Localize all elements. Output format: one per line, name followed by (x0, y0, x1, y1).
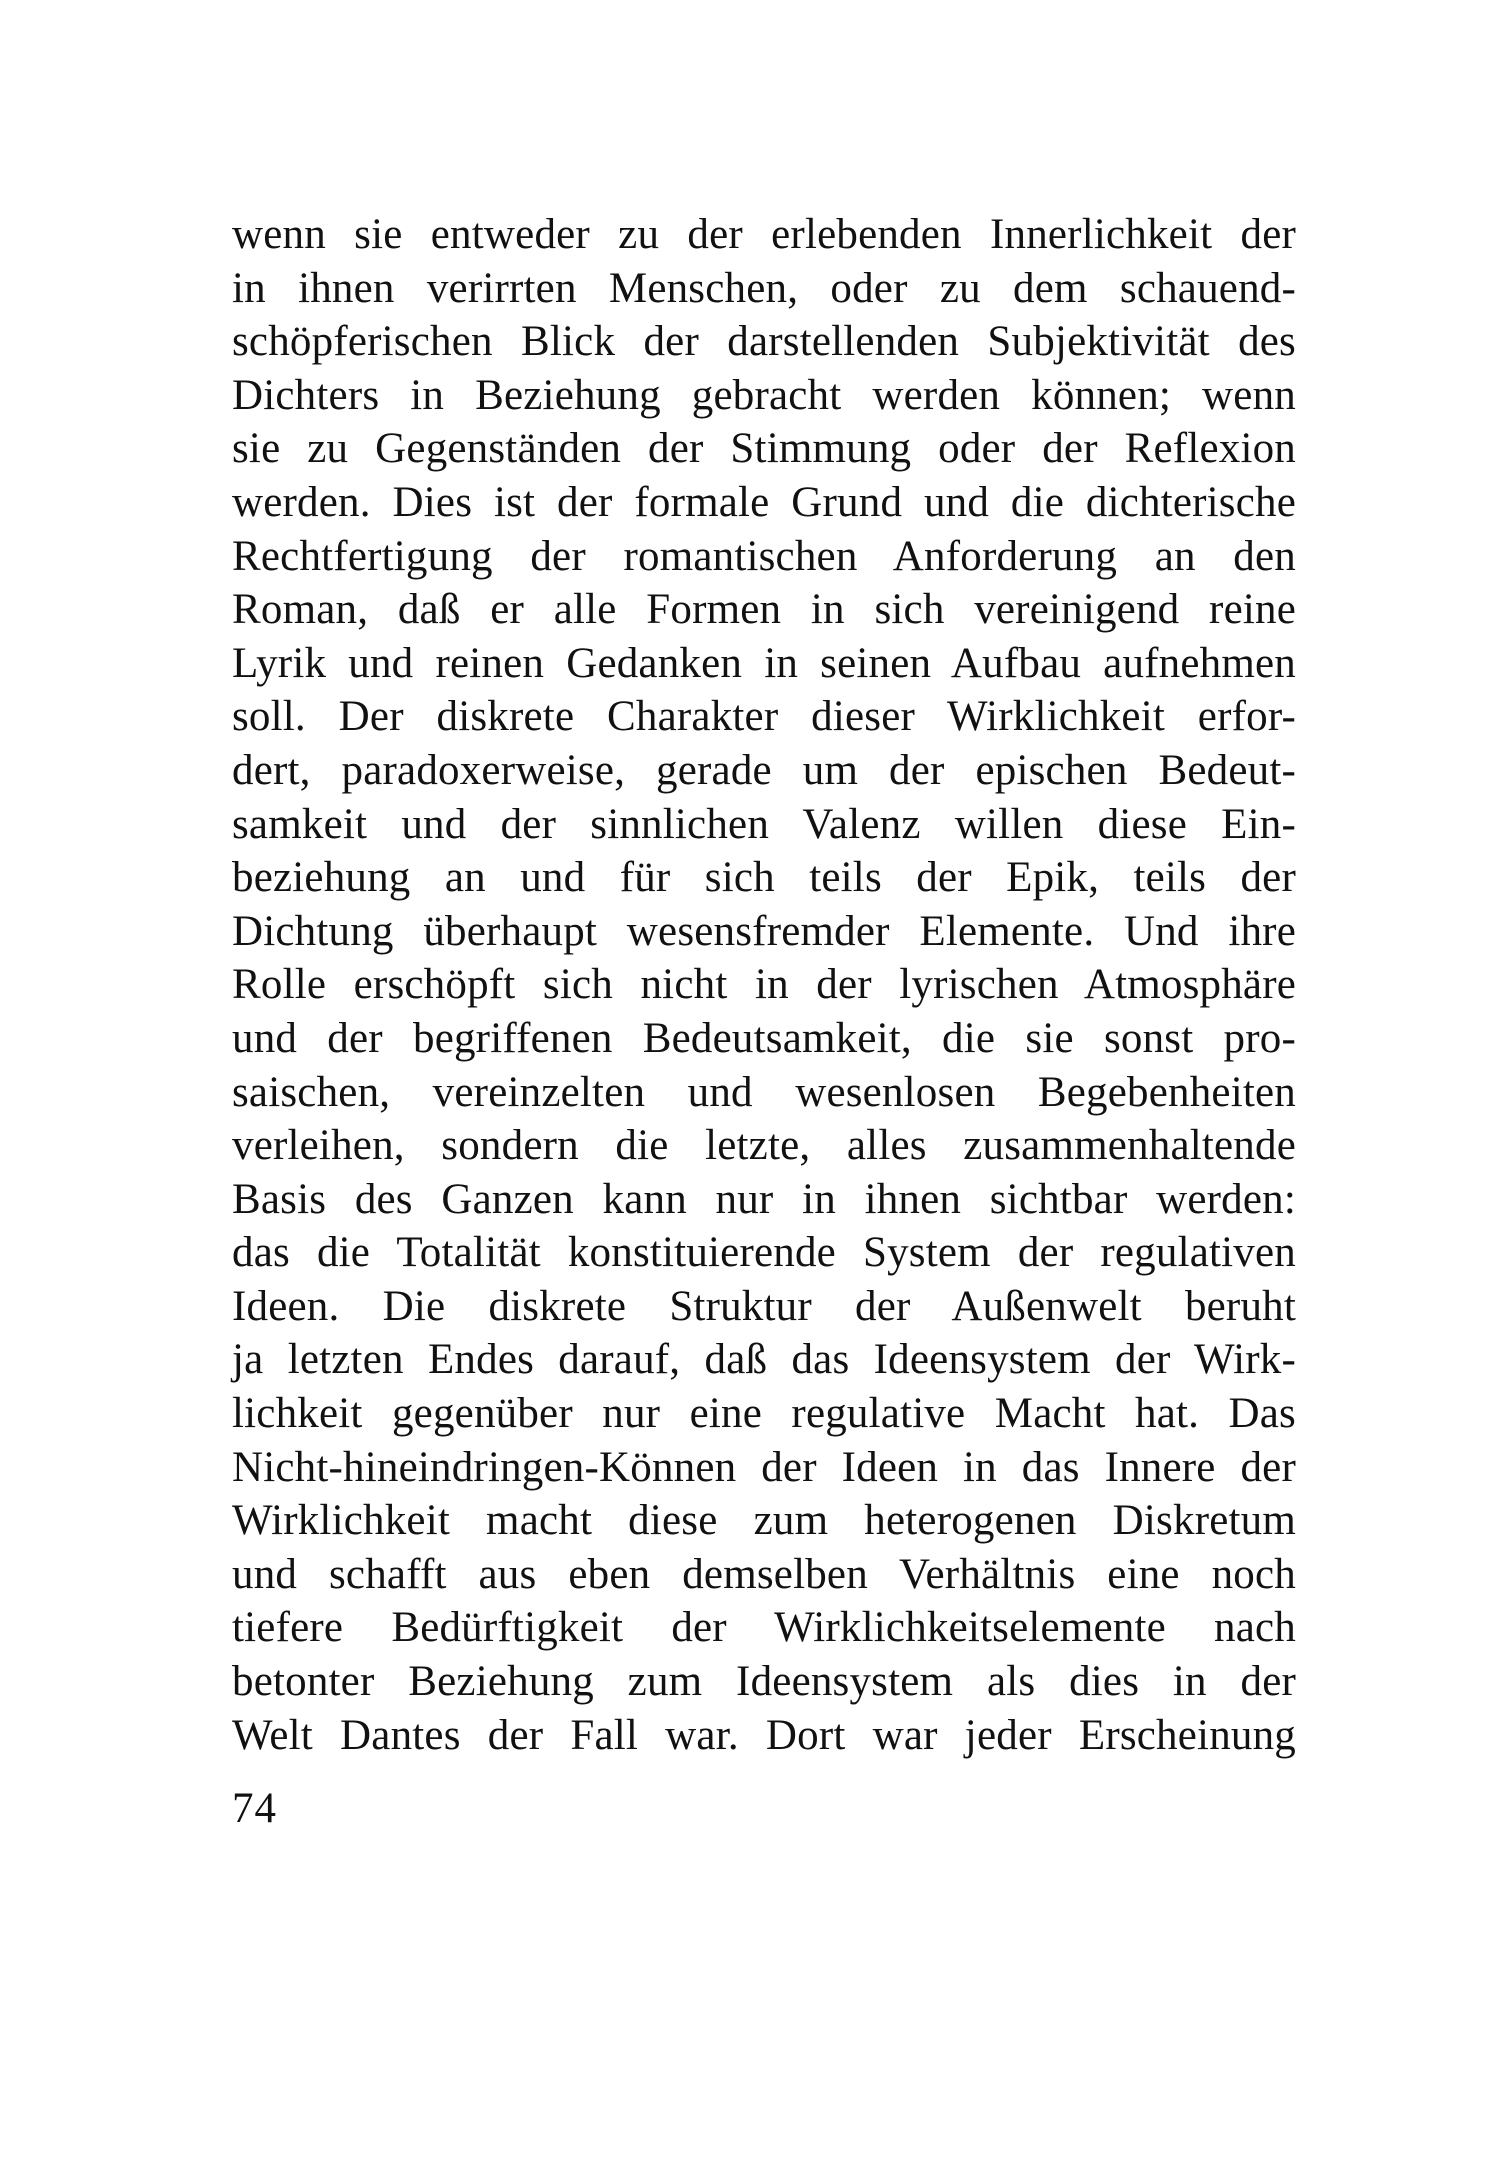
text-line: Welt Dantes der Fall war. Dort war jeder Erscheinung (232, 1711, 1296, 1759)
text-line: dert, paradoxerweise, gerade um der epischen Bedeut- (232, 746, 1296, 794)
body-text (232, 208, 1296, 1762)
text-line: Dichters in Beziehung gebracht werden können; wenn (232, 371, 1296, 419)
text-line: sie zu Gegenständen der Stimmung oder der Reflexion (232, 425, 1296, 473)
text-line: Lyrik und reinen Gedanken in seinen Aufbau aufnehmen (232, 639, 1296, 687)
text-line: saischen, vereinzelten und wesenlosen Begebenheiten (232, 1068, 1296, 1116)
text-line: samkeit und der sinnlichen Valenz willen diese Ein- (232, 800, 1296, 848)
text-line: beziehung an und für sich teils der Epik, teils der (232, 854, 1296, 902)
text-line: das die Totalität konstituierende System der regulativen (232, 1229, 1296, 1277)
text-line: Ideen. Die diskrete Struktur der Außenwelt beruht (232, 1282, 1296, 1330)
text-line: schöpferischen Blick der darstellenden Subjektivität des (232, 318, 1296, 366)
text-line: und der begriffenen Bedeutsamkeit, die sie sonst pro- (232, 1014, 1296, 1062)
text-line: lichkeit gegenüber nur eine regulative Macht hat. Das (232, 1390, 1296, 1438)
text-line: wenn sie entweder zu der erlebenden Innerlichkeit der (232, 211, 1296, 258)
text-line: ja letzten Endes darauf, daß das Ideensystem der Wirk- (232, 1336, 1296, 1384)
text-line: in ihnen verirrten Menschen, oder zu dem schauend- (232, 264, 1296, 312)
text-line: Rechtfertigung der romantischen Anforderung an den (232, 532, 1296, 580)
text-line: werden. Dies ist der formale Grund und die dichterische (232, 478, 1296, 526)
text-line: und schafft aus eben demselben Verhältnis eine noch (232, 1550, 1296, 1598)
text-line: betonter Beziehung zum Ideensystem als dies in der (232, 1658, 1296, 1706)
text-line: Wirklichkeit macht diese zum heterogenen Diskretum (232, 1497, 1296, 1545)
text-line: tiefere Bedürftigkeit der Wirklichkeitselemente nach (232, 1604, 1296, 1652)
text-line: verleihen, sondern die letzte, alles zusammenhaltende (232, 1122, 1296, 1170)
text-line: Dichtung überhaupt wesensfremder Elemente. Und ihre (232, 907, 1296, 955)
text-line: Basis des Ganzen kann nur in ihnen sichtbar werden: (232, 1175, 1296, 1223)
text-line: Nicht-hineindringen-Können der Ideen in das Innere der (232, 1443, 1296, 1491)
text-line: Roman, daß er alle Formen in sich vereinigend reine (232, 586, 1296, 634)
text-line: Rolle erschöpft sich nicht in der lyrischen Atmosphäre (232, 961, 1296, 1009)
page-number: 74 (232, 1785, 277, 1832)
text-line: soll. Der diskrete Charakter dieser Wirklichkeit erfor- (232, 693, 1296, 741)
